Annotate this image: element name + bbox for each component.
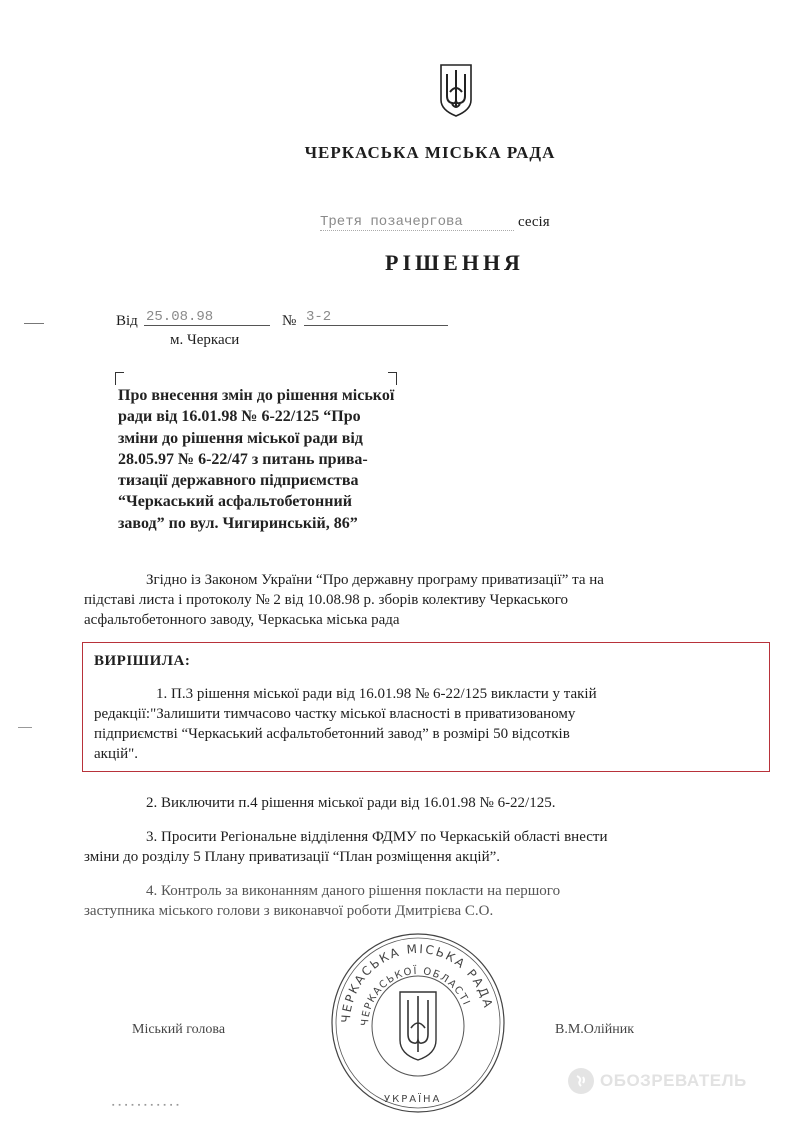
subject-line: зміни до рішення міської ради від <box>118 429 363 447</box>
seal-outer-text: ЧЕРКАСЬКА МІСЬКА РАДА <box>338 941 496 1024</box>
subject-line: “Черкаський асфальтобетонний <box>118 493 352 511</box>
document-title: РІШЕННЯ <box>385 250 524 275</box>
subject-line: Про внесення змін до рішення міської <box>118 387 395 404</box>
date-label: Від <box>116 313 138 329</box>
number-value: 3-2 <box>304 309 448 326</box>
margin-mark <box>18 727 32 728</box>
resolution-item-1 <box>94 684 774 764</box>
council-name: ЧЕРКАСЬКА МІСЬКА РАДА <box>304 143 556 162</box>
subject-block <box>118 385 418 534</box>
seal-trident-icon <box>400 992 436 1060</box>
seal-bottom-text: УКРАЇНА <box>384 1094 442 1105</box>
globe-icon <box>568 1068 594 1094</box>
item-line: підприємстві “Черкаський асфальтобетонний завод” в розмірі 50 відсотків <box>94 726 570 742</box>
preamble-line: асфальтобетонного заводу, Черкаська міська рада <box>84 612 400 628</box>
signatory-position: Міський голова <box>132 1022 226 1037</box>
resolution-item-2 <box>84 793 784 813</box>
subject-line: тизації державного підприємства <box>118 472 359 490</box>
item-line: редакції:"Залишити тимчасово частку міської власності в приватизованому <box>94 706 576 722</box>
item-line: 3. Просити Регіональне відділення ФДМУ по Черкаській області внести <box>146 829 608 845</box>
item-line: 4. Контроль за виконанням даного рішення покласти на першого <box>146 883 561 899</box>
preamble-line: Згідно із Законом України “Про державну програму приватизації” та на <box>146 572 604 588</box>
item-line: заступника міського голови з виконавчої роботи Дмитрієва С.О. <box>84 903 494 919</box>
item-line: 1. П.3 рішення міської ради від 16.01.98 № 6-22/125 викласти у такій <box>156 686 597 702</box>
resolution-item-3 <box>84 827 784 867</box>
official-seal <box>328 930 508 1116</box>
city: м. Черкаси <box>170 332 240 348</box>
number-label: № <box>282 313 297 329</box>
svg-text:ЧЕРКАСЬКОЇ ОБЛАСТІ <box>360 964 472 1026</box>
preamble <box>84 570 784 630</box>
session-label: сесія <box>518 214 550 230</box>
subject-line: завод” по вул. Чигиринській, 86” <box>118 514 358 532</box>
coat-of-arms-emblem <box>438 62 474 118</box>
session-type: Третя позачергова <box>320 214 514 231</box>
item-line: акцій". <box>94 746 139 762</box>
watermark-text: ОБОЗРЕВАТЕЛЬ <box>600 1071 747 1090</box>
watermark <box>568 1066 747 1096</box>
margin-mark <box>24 323 44 324</box>
subject-bracket-right <box>388 372 397 385</box>
item-line: зміни до розділу 5 Плану приватизації “План розміщення акцій”. <box>84 849 501 865</box>
resolution-heading: ВИРІШИЛА: <box>94 653 191 669</box>
item-line: 2. Виключити п.4 рішення міської ради від 16.01.98 № 6-22/125. <box>146 795 556 811</box>
preamble-line: підставі листа і протоколу № 2 від 10.08.98 р. зборів колективу Черкаського <box>84 592 569 608</box>
date-value: 25.08.98 <box>144 309 270 326</box>
resolution-item-4 <box>84 881 784 921</box>
subject-bracket-left <box>115 372 124 385</box>
subject-line: ради від 16.01.98 № 6-22/125 “Про <box>118 408 361 426</box>
printer-footer-mark: ▪ ▪ ▪ ▪ ▪ ▪ ▪ ▪ ▪ ▪ ▪ <box>112 1102 180 1109</box>
subject-line: 28.05.97 № 6-22/47 з питань прива- <box>118 450 368 468</box>
signatory-name: В.М.Олійник <box>555 1022 635 1037</box>
seal-inner-text: ЧЕРКАСЬКОЇ ОБЛАСТІ <box>359 965 472 1027</box>
